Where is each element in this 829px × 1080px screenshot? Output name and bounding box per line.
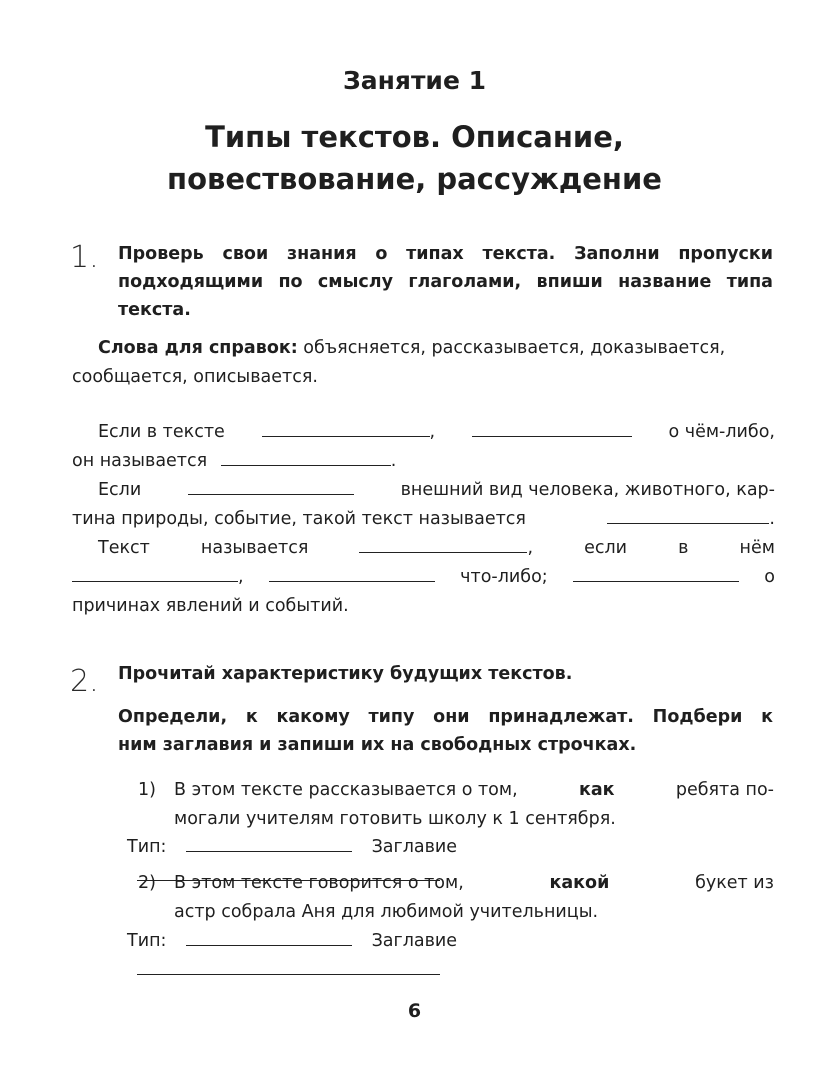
page-number: 6 [407, 1000, 422, 1022]
p3-line-3: причинах явлений и событий. [72, 596, 349, 616]
task-2-instruction-2-line-2: ним заглавия и запиши их на свободных строчках. [118, 735, 637, 755]
blank-input[interactable] [72, 567, 238, 582]
title-blank-input[interactable] [137, 960, 440, 975]
page-title-line-1: Типы текстов. Описание, [205, 120, 624, 154]
item-1-line-1 [138, 776, 774, 805]
p3-end: о [764, 567, 775, 587]
item-1-line-2: могали учителям готовить школу к 1 сентября. [174, 809, 616, 829]
blank-input[interactable] [472, 422, 632, 437]
item-1-text-a: В этом тексте рассказывается о том, [174, 780, 518, 800]
item-2-text-a: В этом тексте говорится о том, [174, 873, 464, 893]
item-2-line-1 [138, 869, 774, 898]
period: . [769, 509, 775, 529]
type-label: Тип: [127, 931, 167, 951]
p3-word-5: нём [739, 538, 775, 558]
comma: , [527, 538, 534, 558]
p3-mid: что-либо; [460, 567, 548, 587]
type-blank-input[interactable] [186, 931, 352, 946]
item-2-number: 2) [138, 873, 156, 893]
task-1-instruction-line-2: подходящими по смыслу глаголами, впиши название типа [118, 272, 773, 292]
reference-words-1: объясняется, рассказывается, доказывается, [303, 338, 726, 358]
task-1-instruction-line-3: текста. [118, 300, 191, 320]
type-label: Тип: [127, 837, 167, 857]
task-2-instruction-1: Прочитай характеристику будущих текстов. [118, 664, 573, 684]
lesson-heading: Занятие 1 [342, 66, 487, 95]
title-label: Заглавие [371, 931, 458, 951]
p2-line-2 [72, 505, 775, 534]
task-1-instruction [118, 240, 773, 324]
fill-paragraph-2 [72, 476, 775, 534]
p3-line-1 [72, 534, 775, 563]
blank-input[interactable] [221, 451, 391, 466]
blank-input[interactable] [573, 567, 739, 582]
item-2-line-2: астр собрала Аня для любимой учительницы. [174, 902, 599, 922]
item-1-number: 1) [138, 780, 156, 800]
item-1-bold-word: как [578, 780, 615, 800]
reference-line-1 [72, 334, 775, 363]
p2-mid: внешний вид человека, животного, кар- [400, 480, 775, 500]
task-1-instruction-line-1: Проверь свои знания о типах текста. Заполни пропуски [118, 244, 773, 264]
reference-label: Слова для справок: [98, 338, 298, 358]
comma: , [238, 567, 244, 587]
p2-start: Если [98, 480, 142, 500]
p1-line-2 [72, 447, 775, 476]
p2-line-1 [72, 476, 775, 505]
reference-words-2: сообщается, описывается. [72, 367, 318, 387]
title-label: Заглавие [371, 837, 458, 857]
fill-paragraph-1 [72, 418, 775, 476]
comma: , [429, 422, 436, 442]
p3-word-2: называется [200, 538, 309, 558]
p3-word-3: если [584, 538, 628, 558]
period: . [390, 451, 397, 471]
item-2-text-b: букет из [695, 873, 774, 893]
p1-start: Если в тексте [98, 422, 225, 442]
task-2-number: 2. [70, 664, 99, 699]
task-2-instruction-2-line-1: Определи, к какому типу они принадлежат. Подбери к [118, 707, 773, 727]
task-2-instruction-2 [118, 703, 773, 759]
page-title-line-2: повествование, рассуждение [167, 162, 662, 196]
reference-words [72, 334, 775, 392]
p1-end: о чём-либо, [668, 422, 775, 442]
type-blank-input[interactable] [186, 837, 352, 852]
task-1-number: 1. [70, 240, 99, 275]
fill-paragraph-3 [72, 534, 775, 621]
item-1 [138, 776, 774, 834]
p1-line-1 [72, 418, 775, 447]
p3-line-2 [72, 563, 775, 592]
blank-input[interactable] [607, 509, 769, 524]
item-2-answer-row [127, 927, 775, 985]
p3-word-4: в [678, 538, 689, 558]
p3-word-1: Текст [98, 538, 150, 558]
p1-line-2-text: он называется [72, 451, 208, 471]
p2-line-2-text: тина природы, событие, такой текст называется [72, 509, 526, 529]
blank-input[interactable] [359, 538, 527, 553]
item-2-bold-word: какой [549, 873, 610, 893]
blank-input[interactable] [262, 422, 430, 437]
item-2 [138, 869, 774, 927]
item-1-text-b: ребята по- [675, 780, 774, 800]
blank-input[interactable] [188, 480, 354, 495]
blank-input[interactable] [269, 567, 435, 582]
